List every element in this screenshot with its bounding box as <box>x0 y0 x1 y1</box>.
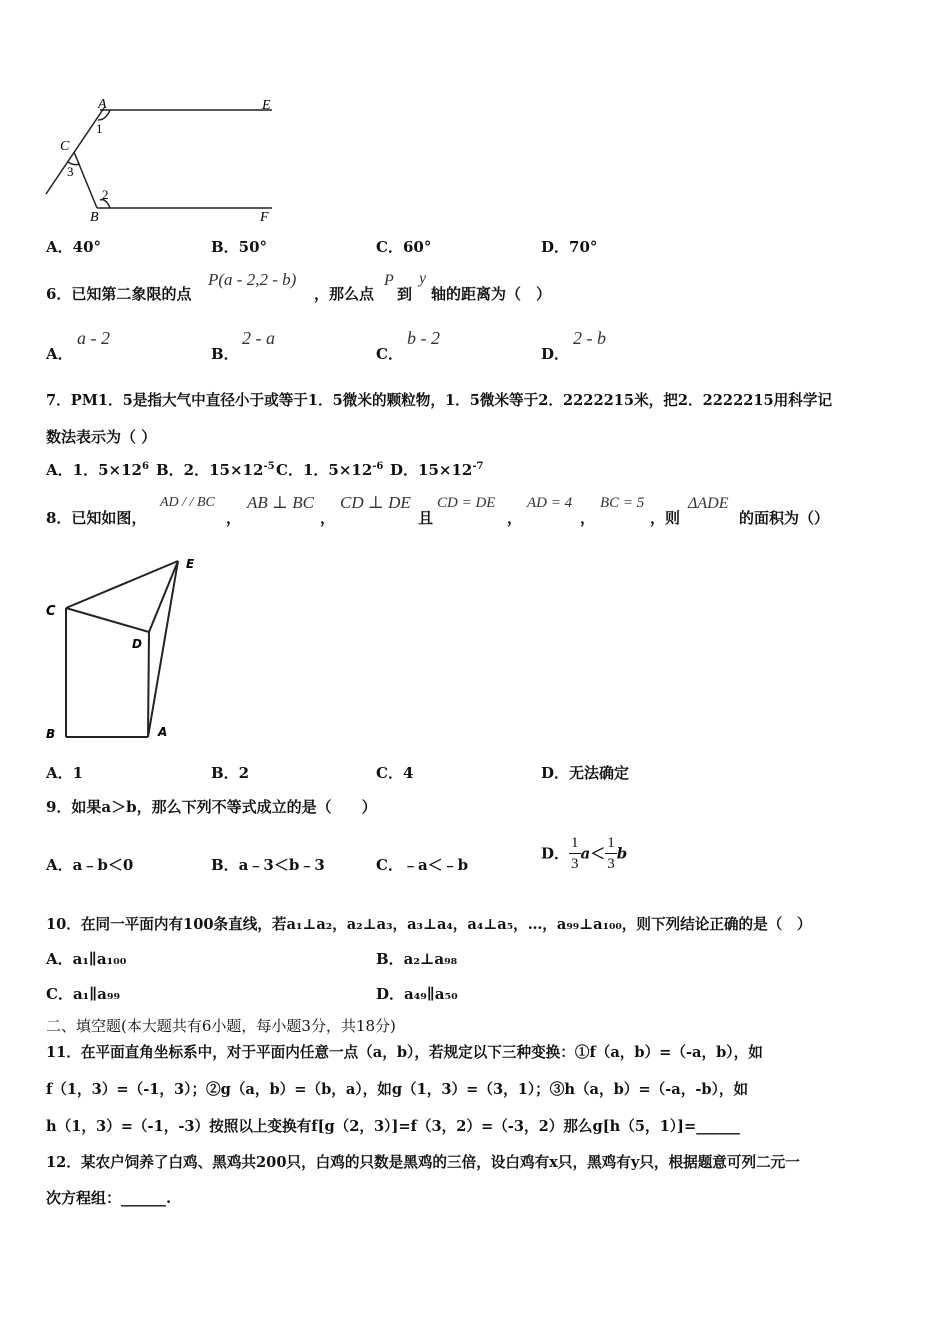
q5-option-c: C．60° <box>376 238 432 256</box>
section-fill-in-blank-heading: 二、填空题(本大题共有6小题，每小题3分，共18分) <box>46 1017 396 1035</box>
q6-option-a-label: A． <box>46 345 73 363</box>
fig2-label-c: C <box>46 604 56 619</box>
label-c: C <box>60 139 70 154</box>
q8-text-3: 的面积为（） <box>739 509 830 527</box>
line-c-b <box>74 152 97 208</box>
q10-option-d: D．a₄₉∥a₅₀ <box>376 985 458 1003</box>
q9-option-a: A．a﹣b＜0 <box>46 856 134 874</box>
q9-option-d: D． $\frac{1}{3}$ a＜ $\frac{1}{3}$ b <box>541 835 628 872</box>
q10-stem: 10．在同一平面内有100条直线，若a₁⊥a₂，a₂⊥a₃，a₃⊥a₄，a₄⊥a₅，…，a₉₉⊥a₁₀₀，则下列结论正确的是（ ） <box>46 916 812 933</box>
q8-option-a: A．1 <box>46 764 84 782</box>
q8-option-c: C．4 <box>376 764 414 782</box>
q11-line-3: h（1，3）=（-1，-3）按照以上变换有f[g（2，3）]=f（3，2）=（-3，2）那么g[h（5，1）]=______ <box>46 1118 740 1135</box>
q8-triangle-ade: ΔADE <box>688 495 729 512</box>
q6-option-c-label: C． <box>376 345 403 363</box>
q9-stem: 9．如果a＞b，那么下列不等式成立的是（ ） <box>46 798 377 816</box>
q8-text-1: 8．已知如图， <box>46 509 147 527</box>
q12-answer-blank[interactable]: ______ <box>121 1189 167 1207</box>
q6-p: P <box>384 272 394 289</box>
fig2-label-d: D <box>132 637 142 651</box>
q7-option-a: A．1．$5\times 12^6$ <box>46 461 149 479</box>
q11-answer-blank[interactable]: ______ <box>696 1118 740 1135</box>
q12-line-2: 次方程组：______. <box>46 1189 172 1207</box>
q8-cond-bc-eq-5: BC = 5 <box>600 495 645 511</box>
q8-sep-3: ， <box>507 509 523 527</box>
q6-text-3: 到 <box>397 285 413 303</box>
q6-option-c-expr: b - 2 <box>407 328 440 348</box>
q5-option-a: A．40° <box>46 238 102 256</box>
q6-text-4: 轴的距离为（ ） <box>431 285 552 303</box>
fig2-label-a: A <box>158 725 168 739</box>
q7-option-d: D．$15\times 12^{-7}$ <box>390 461 484 479</box>
q8-sep-1: ， <box>226 509 242 527</box>
q9-option-b: B．a﹣3＜b﹣3 <box>211 856 325 874</box>
q9-option-c: C．﹣a＜﹣b <box>376 856 469 874</box>
q12-line-1: 12．某农户饲养了白鸡、黑鸡共200只，白鸡的只数是黑鸡的三倍，设白鸡有x只，黑鸡有y只，根据题意可列二元一 <box>46 1154 800 1171</box>
q8-cond-cd-perp-de: CD ⊥ DE <box>340 493 411 512</box>
q6-option-b-label: B． <box>211 345 239 363</box>
q7-line-2: 数法表示为（ ） <box>46 428 157 446</box>
figure-quadrilateral <box>40 550 210 746</box>
q8-text-2: ，则 <box>650 509 681 527</box>
q8-cond-cd-eq-de: CD = DE <box>437 495 496 511</box>
q8-cond-ad-eq-4: AD = 4 <box>527 495 573 511</box>
q7-option-c: C．1．$5\times 12^{-6}$ <box>276 461 384 479</box>
q6-option-d-expr: 2 - b <box>573 328 606 348</box>
q6-text-2: ，那么点 <box>314 285 375 303</box>
label-a: A <box>98 97 107 112</box>
q10-option-a: A．a₁∥a₁₀₀ <box>46 950 127 968</box>
figure-parallel-lines <box>40 94 290 232</box>
q8-option-d: D．无法确定 <box>541 764 630 782</box>
q7-line-1: 7．PM1．5是指大气中直径小于或等于1．5微米的颗粒物，1．5微米等于2．2222215米，把2．2222215用科学记 <box>46 392 833 409</box>
fig2-label-b: B <box>46 727 56 741</box>
q8-sep-2: ， <box>320 509 336 527</box>
q8-option-b: B．2 <box>211 764 250 782</box>
label-e: E <box>262 98 271 113</box>
q9-fraction-1: $\frac{1}{3}$ <box>571 835 579 872</box>
q8-cond-ab-perp-bc: AB ⊥ BC <box>247 493 314 512</box>
q8-cond-ad-parallel-bc: AD / / BC <box>160 495 215 510</box>
q6-point-expr: P(a - 2,2 - b) <box>208 270 297 289</box>
q6-y: y <box>419 270 427 287</box>
q6-option-b-expr: 2 - a <box>242 328 275 348</box>
q5-option-b: B．50° <box>211 238 268 256</box>
fig2-label-e: E <box>186 557 195 571</box>
label-3: 3 <box>67 164 74 179</box>
q6-text-1: 6．已知第二象限的点 <box>46 285 192 303</box>
label-b: B <box>90 210 99 225</box>
q11-line-2: f（1，3）=（-1，3）；②g（a，b）=（b，a），如g（1，3）=（3，1）；③h（a，b）=（-a，-b），如 <box>46 1081 749 1098</box>
q5-option-d: D．70° <box>541 238 598 256</box>
label-2: 2 <box>102 187 109 202</box>
q8-and: 且 <box>418 509 434 527</box>
q6-option-d-label: D． <box>541 345 570 363</box>
q6-option-a-expr: a - 2 <box>77 328 110 348</box>
q8-sep-4: ， <box>580 509 596 527</box>
q10-option-b: B．a₂⊥a₉₈ <box>376 950 458 968</box>
q10-option-c: C．a₁∥a₉₉ <box>46 985 121 1003</box>
label-f: F <box>260 210 269 225</box>
q11-line-1: 11．在平面直角坐标系中，对于平面内任意一点（a，b），若规定以下三种变换：①f（a，b）=（-a，b），如 <box>46 1044 763 1061</box>
q9-fraction-2: $\frac{1}{3}$ <box>607 835 615 872</box>
label-1: 1 <box>96 121 103 136</box>
q7-option-b: B．2．$15\times 12^{-5}$ <box>156 461 275 479</box>
